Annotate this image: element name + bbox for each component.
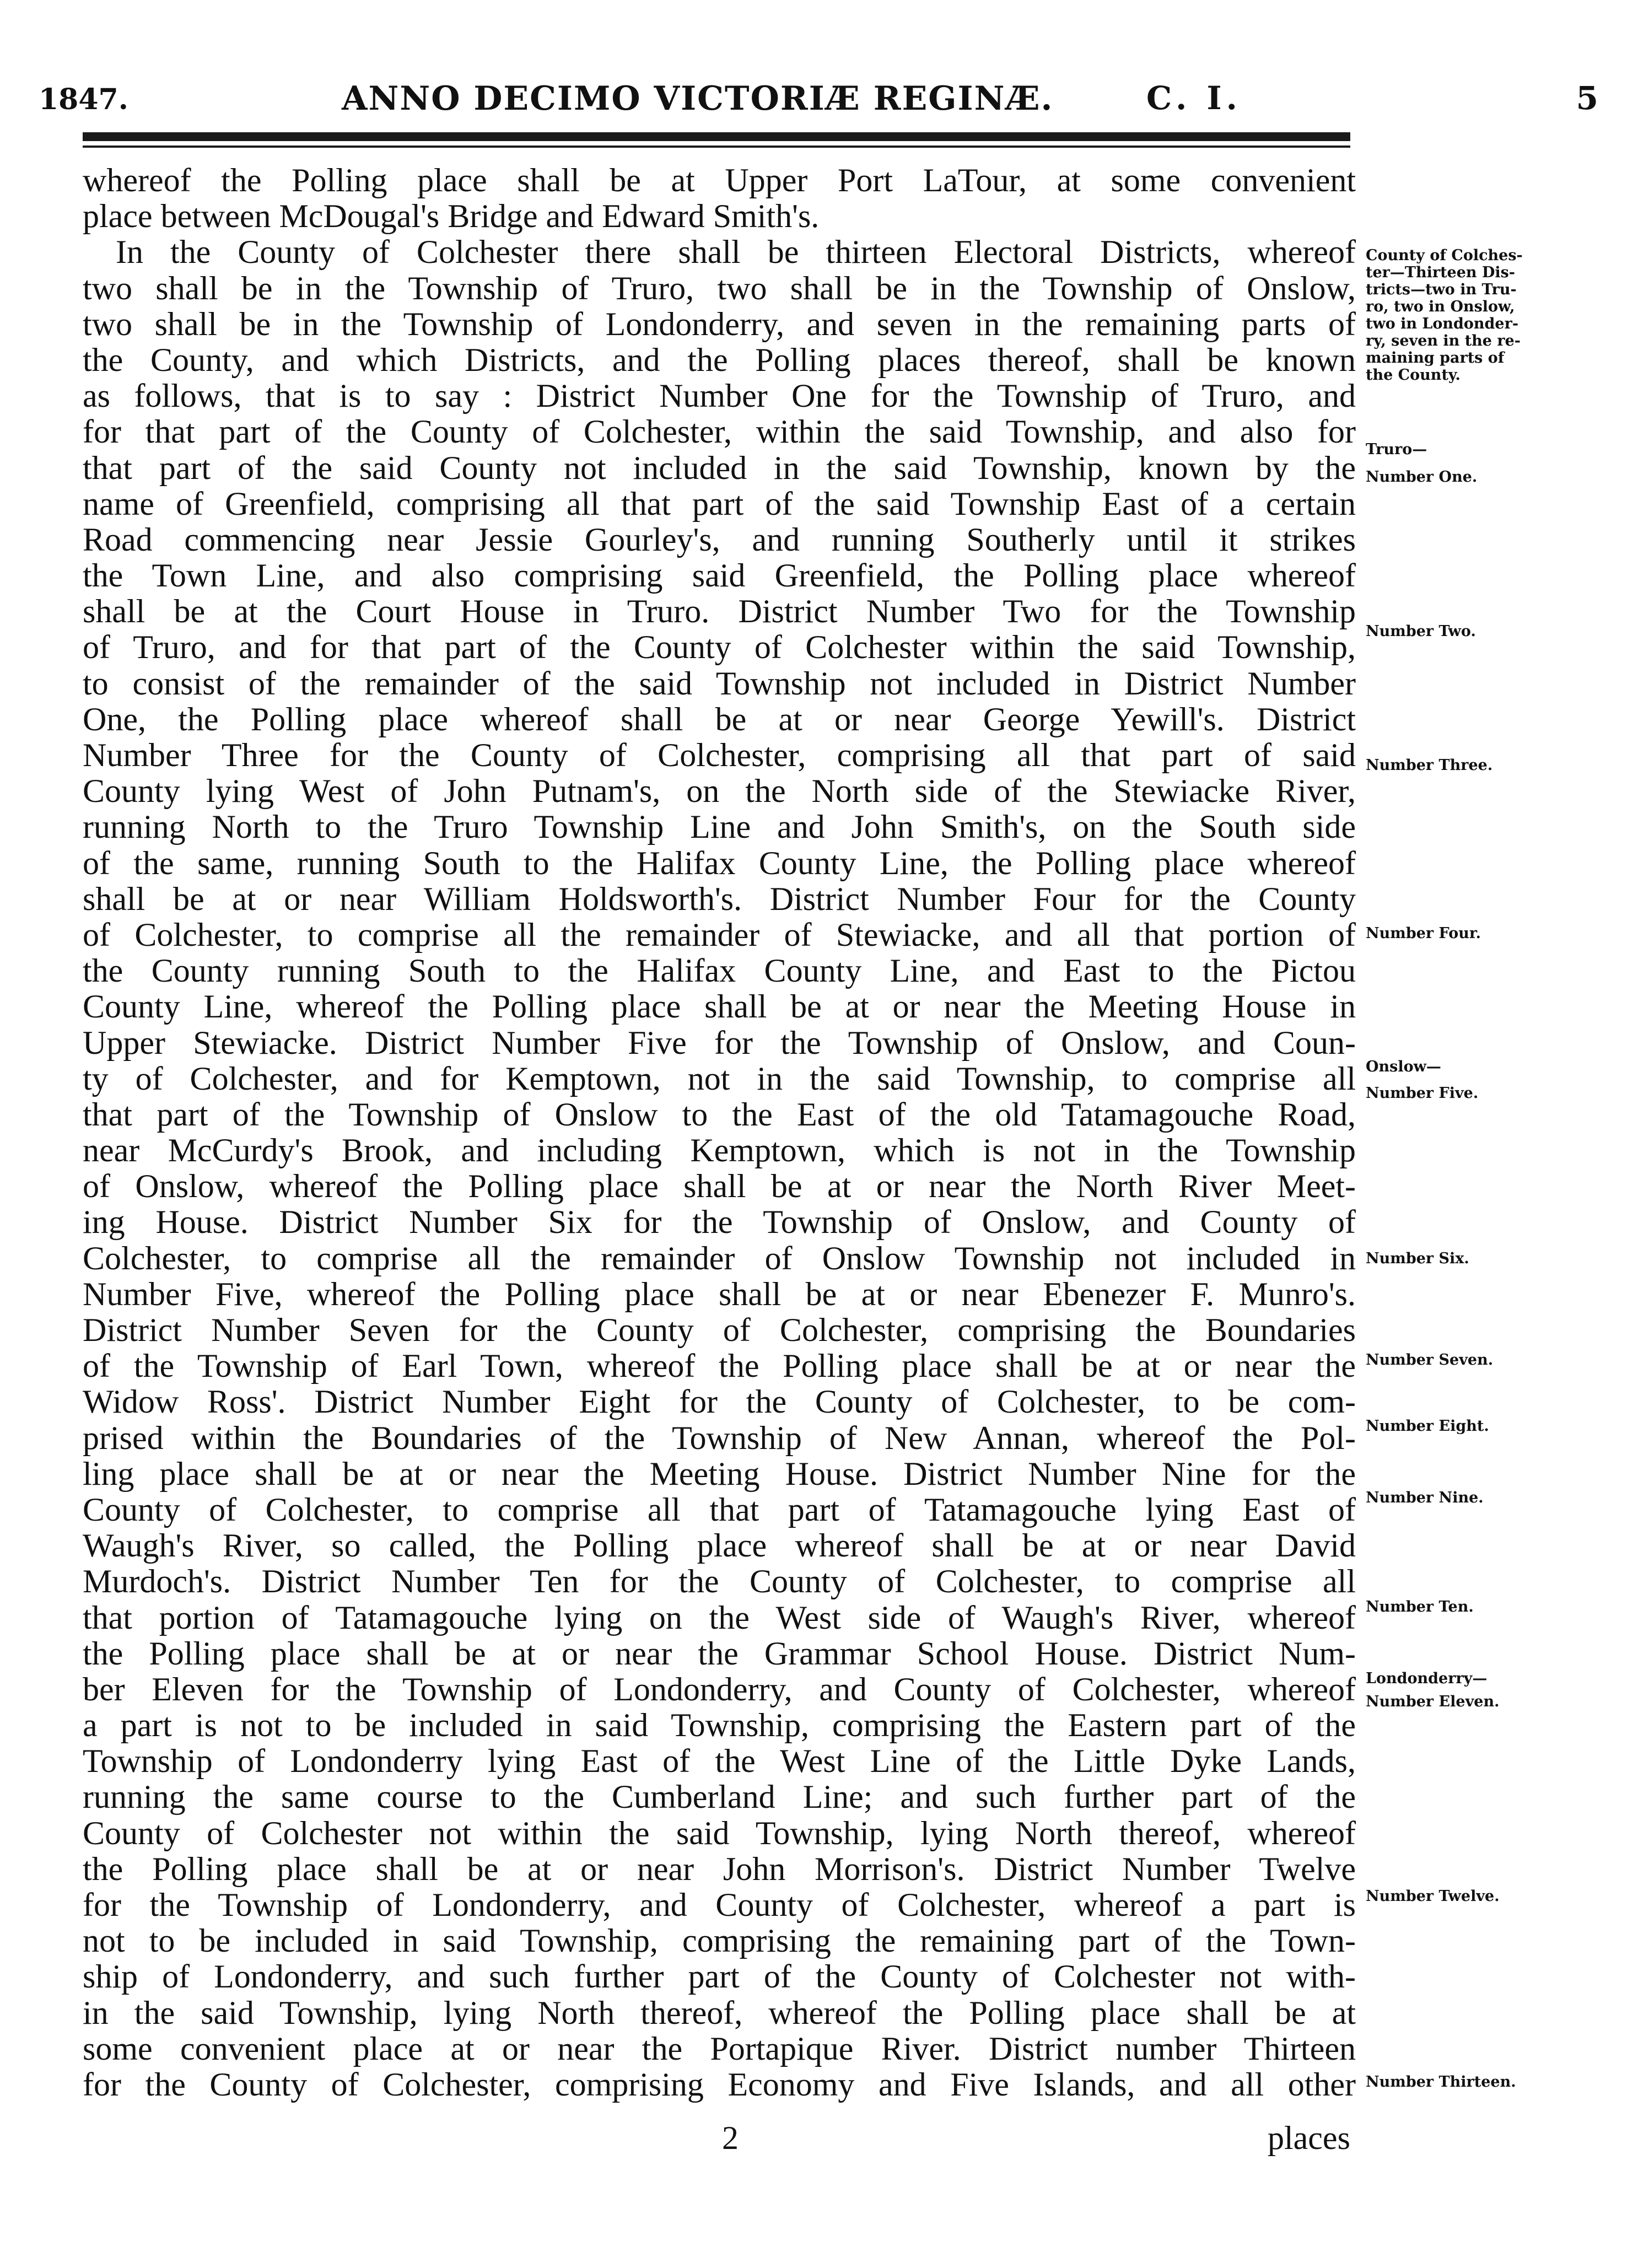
signature-mark: 2 [722,2120,739,2156]
body-line: running North to the Truro Township Line and John Smith's, on the South side [83,809,1356,845]
margin-note: Number Nine. [1366,1489,1484,1506]
margin-note: Number Four. [1366,925,1481,942]
margin-note: Number Five. [1366,1085,1479,1102]
body-line: of Onslow, whereof the Polling place shall be at or near the North River Meet- [83,1168,1356,1205]
header-rule-thin [83,146,1350,148]
margin-note: Number Six. [1366,1250,1469,1267]
margin-note: Number Thirteen. [1366,2073,1516,2091]
body-line: for that part of the County of Colchester, within the said Township, and also for [83,414,1356,450]
body-line: the County, and which Districts, and the Polling places thereof, shall be known [83,342,1356,378]
margin-note: Londonderry— [1366,1670,1488,1687]
margin-note: Number Two. [1366,623,1476,640]
body-line: One, the Polling place whereof shall be at or near George Yewill's. District [83,701,1356,737]
header-page-number: 5 [1576,79,1598,117]
running-header [39,72,1598,127]
body-line: that part of the said County not included in the said Township, known by the [83,450,1356,486]
body-line: place between McDougal's Bridge and Edward Smith's. [83,198,820,235]
body-line: ling place shall be at or near the Meeting House. District Number Nine for the [83,1456,1356,1492]
body-line: Township of Londonderry lying East of the West Line of the Little Dyke Lands, [83,1743,1356,1780]
margin-note: Number Twelve. [1366,1888,1500,1905]
body-line: ber Eleven for the Township of Londonderry, and County of Colchester, whereof [83,1671,1356,1707]
body-line: not to be included in said Township, comprising the remaining part of the Town- [83,1923,1356,1959]
body-line: Number Five, whereof the Polling place shall be at or near Ebenezer F. Munro's. [83,1276,1356,1312]
body-line: of the Township of Earl Town, whereof the Polling place shall be at or near the [83,1348,1356,1384]
body-line: some convenient place at or near the Portapique River. District number Thirteen [83,2030,1356,2067]
margin-note: County of Colches- ter—Thirteen Dis- tricts—two in Tru- ro, two in Onslow, two in Londonder- ry, seven in the re- maining parts of the County. [1366,247,1523,384]
body-line: the County running South to the Halifax County Line, and East to the Pictou [83,953,1356,989]
body-line: District Number Seven for the County of Colchester, comprising the Boundaries [83,1312,1356,1348]
margin-note: Number Eight. [1366,1418,1489,1435]
body-line: shall be at or near William Holdsworth's. District Number Four for the County [83,881,1356,917]
body-line: the Polling place shall be at or near John Morrison's. District Number Twelve [83,1851,1356,1887]
body-line: Number Three for the County of Colchester, comprising all that part of said [83,737,1356,773]
margin-note: Truro— [1366,441,1427,458]
body-line: shall be at the Court House in Truro. District Number Two for the Township [83,594,1356,630]
body-line: two shall be in the Township of Londonderry, and seven in the remaining parts of [83,306,1356,342]
body-line: of the same, running South to the Halifax County Line, the Polling place whereof [83,845,1356,881]
body-line: running the same course to the Cumberland Line; and such further part of the [83,1779,1356,1816]
body-line: to consist of the remainder of the said Township not included in District Number [83,665,1356,702]
body-line: ing House. District Number Six for the Township of Onslow, and County of [83,1204,1356,1241]
body-line: as follows, that is to say : District Number One for the Township of Truro, and [83,378,1356,414]
body-line: for the Township of Londonderry, and County of Colchester, whereof a part is [83,1887,1356,1923]
body-line: Murdoch's. District Number Ten for the County of Colchester, to comprise all [83,1564,1356,1600]
body-line: for the County of Colchester, comprising Economy and Five Islands, and all other [83,2066,1356,2103]
margin-note: Onslow— [1366,1058,1441,1075]
body-line: ty of Colchester, and for Kemptown, not in the said Township, to comprise all [83,1060,1356,1097]
header-year: 1847. [39,83,128,116]
body-line: County lying West of John Putnam's, on the North side of the Stewiacke River, [83,773,1356,810]
body-line: two shall be in the Township of Truro, two shall be in the Township of Onslow, [83,270,1356,306]
body-line: whereof the Polling place shall be at Upper Port LaTour, at some convenient [83,163,1356,198]
body-line: that part of the Township of Onslow to the East of the old Tatamagouche Road, [83,1096,1356,1133]
body-line: that portion of Tatamagouche lying on the West side of Waugh's River, whereof [83,1599,1356,1636]
body-line: name of Greenfield, comprising all that part of the said Township East of a certain [83,486,1356,522]
body-line: near McCurdy's Brook, and including Kemptown, which is not in the Township [83,1133,1356,1169]
body-line: the Town Line, and also comprising said Greenfield, the Polling place whereof [83,558,1356,594]
header-title: ANNO DECIMO VICTORIÆ REGINÆ. [342,79,1054,118]
margin-note: Number Three. [1366,757,1493,774]
body-line: County of Colchester not within the said Township, lying North thereof, whereof [83,1815,1356,1851]
body-line: of Colchester, to comprise all the remainder of Stewiacke, and all that portion of [83,917,1356,953]
body-line: Waugh's River, so called, the Polling place whereof shall be at or near David [83,1528,1356,1564]
body-line: County of Colchester, to comprise all that part of Tatamagouche lying East of [83,1491,1356,1528]
body-line: Widow Ross'. District Number Eight for the County of Colchester, to be com- [83,1384,1356,1420]
body-line: Upper Stewiacke. District Number Five for the Township of Onslow, and Coun- [83,1025,1356,1061]
margin-note: Number Eleven. [1366,1693,1500,1710]
margin-notes [1366,0,1625,2268]
catchword: places [1268,2120,1350,2156]
body-line: of Truro, and for that part of the County of Colchester within the said Township, [83,629,1356,666]
body-line: ship of Londonderry, and such further part of the County of Colchester not with- [83,1959,1356,1995]
body-line: in the said Township, lying North thereof, whereof the Polling place shall be at [83,1995,1356,2031]
body-line: Road commencing near Jessie Gourley's, and running Southerly until it strikes [83,521,1356,558]
body-line: the Polling place shall be at or near the Grammar School House. District Num- [83,1635,1356,1672]
body-text [83,163,1356,2103]
margin-note: Number Seven. [1366,1351,1494,1369]
header-rule-thick [83,132,1350,141]
header-chapter: C. I. [1146,79,1242,117]
body-line: a part is not to be included in said Township, comprising the Eastern part of the [83,1707,1356,1744]
body-line: prised within the Boundaries of the Township of New Annan, whereof the Pol- [83,1420,1356,1456]
body-line: Colchester, to comprise all the remainder of Onslow Township not included in [83,1240,1356,1276]
body-line: In the County of Colchester there shall be thirteen Electoral Districts, whereof [116,234,1356,271]
body-line: County Line, whereof the Polling place shall be at or near the Meeting House in [83,989,1356,1025]
margin-note: Number Ten. [1366,1598,1474,1615]
margin-note: Number One. [1366,468,1478,486]
